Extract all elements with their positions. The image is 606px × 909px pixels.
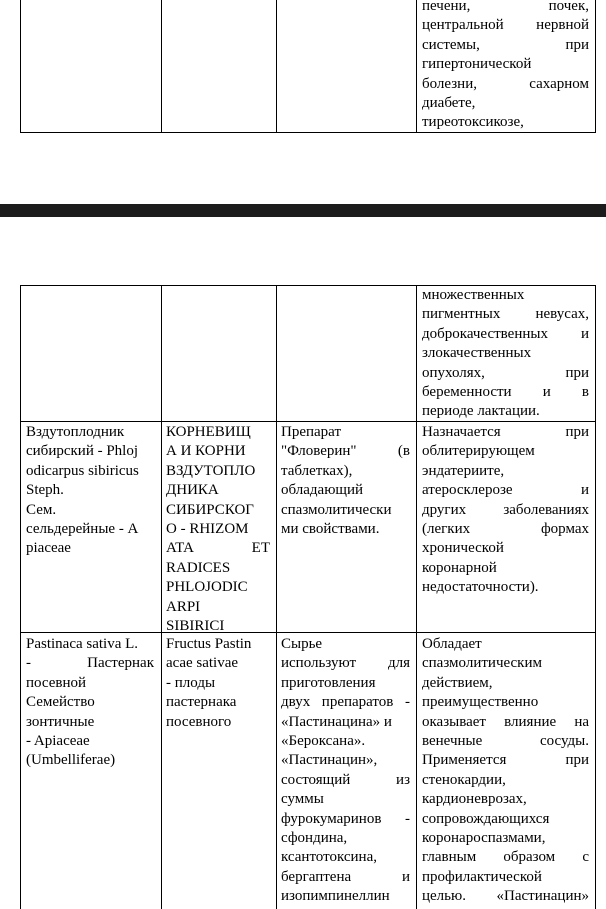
text-line: изопимпинеллин — [281, 888, 390, 905]
table2-row-divider-2 — [20, 632, 596, 633]
text-line: Семейство — [26, 694, 95, 711]
table2-border-col2 — [161, 285, 162, 909]
word: опухолях, — [422, 364, 485, 381]
word: бергаптена — [281, 868, 352, 885]
word: целью. — [422, 888, 466, 905]
word: и — [580, 482, 589, 499]
word: системы, — [422, 36, 480, 53]
word: невусах, — [535, 306, 589, 323]
text-line — [422, 325, 589, 344]
table1-border-col3 — [276, 0, 277, 133]
text-line — [422, 305, 589, 324]
text-line: - Apiaceae — [26, 733, 90, 750]
word: формах — [540, 521, 589, 538]
table2-row2-preparation — [281, 423, 410, 539]
text-line: СИБИРСКОГ — [166, 501, 254, 518]
text-line: профилактической — [422, 868, 542, 885]
text-line: Сем. — [26, 501, 57, 518]
text-line: «Пастинацин», — [281, 752, 378, 769]
word: (легких — [422, 521, 471, 538]
word: доброкачественных — [422, 325, 548, 342]
word: при — [565, 424, 589, 440]
word: почек, — [548, 0, 589, 14]
table2-row2-plant-name — [26, 423, 156, 559]
word: атеросклерозе — [422, 482, 513, 499]
text-line: acae sativae — [166, 655, 239, 672]
text-line: тиреотоксикозе, — [422, 114, 524, 131]
text-line: спазмолитическим — [422, 655, 542, 672]
table1-cell-indications — [422, 0, 589, 133]
text-line — [422, 75, 589, 94]
table2-border-col4 — [416, 285, 417, 909]
text-line: А И КОРНИ — [166, 443, 246, 460]
word: сахарном — [529, 75, 589, 92]
word: при — [565, 752, 589, 769]
table2-row3-plant-name — [26, 635, 154, 771]
word: двух — [281, 694, 311, 711]
text-line: кардионеврозах, — [422, 791, 527, 808]
word: в — [581, 384, 589, 401]
table2-border-left — [20, 285, 21, 909]
word: заболеваниях — [503, 501, 589, 518]
text-line: стенокардии, — [422, 771, 506, 788]
text-line: КОРНЕВИЩ — [166, 424, 251, 440]
text-line: посевной — [26, 674, 87, 691]
text-line: посевного — [166, 713, 232, 730]
text-line: PHLOJODIC — [166, 579, 248, 596]
text-line: ARPI — [166, 598, 201, 615]
text-line: ВЗДУТОПЛО — [166, 462, 256, 479]
text-line: odicarpus sibiricus — [26, 462, 139, 479]
word: препаратов — [321, 694, 394, 711]
text-line: Сырье — [281, 636, 323, 652]
page-separator — [0, 204, 606, 217]
text-line: спазмолитически — [281, 501, 392, 518]
text-line: Pastinaca sativa L. — [26, 636, 139, 652]
word: и — [580, 325, 589, 342]
table2-border-right — [595, 285, 596, 909]
text-line: злокачественных — [422, 345, 532, 362]
text-line — [281, 868, 410, 887]
word: для — [387, 655, 410, 672]
word: печени, — [422, 0, 471, 14]
word: «Пастинацин» — [496, 888, 589, 905]
word: сосуды. — [539, 733, 589, 750]
text-line: множественных — [422, 287, 525, 303]
text-line: О - RHIZOM — [166, 521, 249, 538]
word: венечные — [422, 733, 483, 750]
table2-border-col3 — [276, 285, 277, 909]
text-line: хронической — [422, 540, 504, 557]
text-line: сельдерейные - A — [26, 521, 139, 538]
text-line: сопровождающихся — [422, 810, 550, 827]
table2-row3-raw-material — [166, 635, 270, 732]
text-line — [422, 423, 589, 442]
text-line: зонтичные — [26, 713, 95, 730]
text-line — [281, 810, 410, 829]
text-line — [422, 501, 589, 520]
text-line: ми свойствами. — [281, 521, 380, 538]
text-line — [422, 0, 589, 16]
text-line: периоде лактации. — [422, 403, 540, 420]
word: ATA — [166, 540, 194, 557]
text-line: сфондина, — [281, 830, 348, 847]
text-line: сибирский - Phloj — [26, 443, 139, 460]
word: беременности — [422, 384, 512, 401]
text-line — [166, 539, 270, 558]
text-line: «Бероксана». — [281, 733, 366, 750]
word: фурокумаринов — [281, 810, 382, 827]
word: при — [565, 36, 589, 53]
text-line: ксантотоксина, — [281, 849, 377, 866]
text-line — [422, 732, 589, 751]
table2-row3-indications — [422, 635, 589, 907]
text-line: диабете, — [422, 95, 476, 112]
word: с — [582, 849, 589, 866]
table2-row1-indications — [422, 286, 589, 422]
table2-row3-preparation — [281, 635, 410, 907]
word: Назначается — [422, 424, 501, 440]
text-line: - плоды — [166, 674, 216, 691]
table1-border-col2 — [161, 0, 162, 133]
text-line: RADICES — [166, 559, 231, 576]
text-line — [26, 654, 154, 673]
text-line: Steph. — [26, 482, 64, 499]
word: используют — [281, 655, 357, 672]
word: пигментных — [422, 306, 501, 323]
word: главным — [422, 849, 477, 866]
word: состоящий — [281, 771, 351, 788]
text-line: коронароспазмами, — [422, 830, 546, 847]
word: Применяется — [422, 752, 507, 769]
text-line: «Пастинацина» и — [281, 713, 392, 730]
text-line: Вздутоплодник — [26, 424, 125, 440]
text-line: приготовления — [281, 674, 376, 691]
text-line — [281, 693, 410, 712]
text-line — [422, 751, 589, 770]
text-line — [422, 36, 589, 55]
text-line: эндатериите, — [422, 462, 505, 479]
word: из — [396, 771, 410, 788]
word: - — [26, 655, 31, 672]
text-line: (Umbelliferae) — [26, 752, 116, 769]
word: и — [542, 384, 551, 401]
text-line: облитерирующем — [422, 443, 535, 460]
text-line: действием, — [422, 674, 493, 691]
text-line — [422, 481, 589, 500]
text-line: гипертонической — [422, 56, 532, 73]
text-line: Fructus Pastin — [166, 636, 252, 652]
word: влияние — [504, 713, 557, 730]
text-line — [422, 383, 589, 402]
word: и — [401, 868, 410, 885]
word: - — [405, 810, 410, 827]
word: оказывает — [422, 713, 486, 730]
word: на — [574, 713, 589, 730]
text-line: пастернака — [166, 694, 237, 711]
word: (в — [397, 443, 410, 460]
text-line: таблетках), — [281, 462, 353, 479]
text-line — [422, 364, 589, 383]
text-line — [281, 771, 410, 790]
word: - — [404, 694, 410, 711]
text-line: SIBIRICI — [166, 618, 225, 635]
table1-border-left — [20, 0, 21, 133]
text-line: недостаточности). — [422, 579, 539, 596]
text-line: Обладает — [422, 636, 482, 652]
word: "Фловерин" — [281, 443, 357, 460]
word: при — [565, 364, 589, 381]
word: нервной — [536, 17, 589, 34]
word: других — [422, 501, 467, 518]
text-line: ДНИКА — [166, 482, 219, 499]
text-line: обладающий — [281, 482, 364, 499]
table2-row2-indications — [422, 423, 589, 598]
table2-row2-raw-material — [166, 423, 270, 636]
text-line — [422, 848, 589, 867]
text-line — [422, 16, 589, 35]
word: образом — [503, 849, 556, 866]
text-line — [422, 520, 589, 539]
word: Пастернак — [87, 655, 154, 672]
word: центральной — [422, 17, 504, 34]
word: ET — [251, 540, 270, 557]
text-line — [281, 442, 410, 461]
table1-border-col4 — [416, 0, 417, 133]
word: болезни, — [422, 75, 477, 92]
text-line — [422, 887, 589, 906]
text-line: преимущественно — [422, 694, 539, 711]
table1-border-right — [595, 0, 596, 133]
text-line: Препарат — [281, 424, 341, 440]
text-line: суммы — [281, 791, 324, 808]
text-line — [281, 654, 410, 673]
text-line: коронарной — [422, 559, 497, 576]
text-line — [422, 713, 589, 732]
text-line: piaceae — [26, 540, 71, 557]
